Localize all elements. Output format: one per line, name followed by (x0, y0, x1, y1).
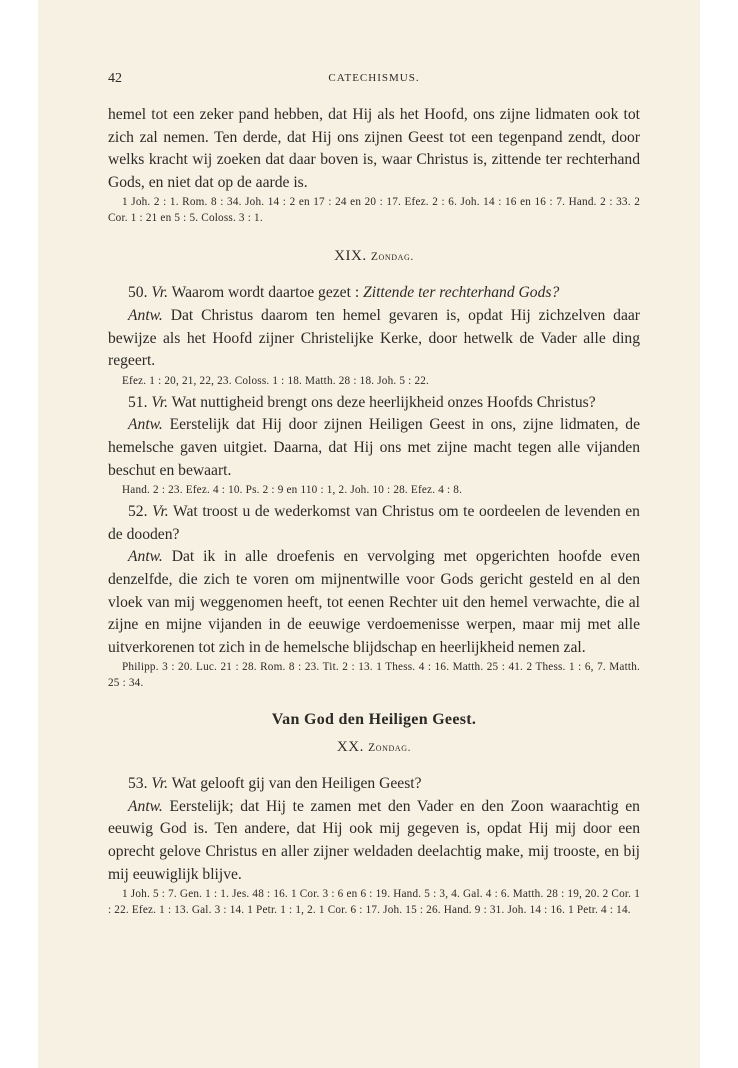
question-number: 53. (128, 775, 148, 793)
sunday-heading-19 (108, 248, 640, 265)
antw-label: Antw. (128, 306, 163, 324)
scripture-references: Philipp. 3 : 20. Luc. 21 : 28. Rom. 8 : 23. Tit. 2 : 13. 1 Thess. 4 : 16. Matth. 25 : 41. 2 Thess. 1 : 6, 7. Matth. 25 : 34. (108, 661, 640, 690)
sunday-numeral: XIX. (334, 248, 367, 265)
answer-text: Dat Christus daarom ten hemel gevaren is, opdat Hij zichzelven daar bewijze als het Hoofd zijner Christelijke Kerke, door hetwelk de Vader alle ding regeert. (108, 306, 640, 370)
sunday-numeral: XX. (336, 739, 364, 756)
scripture-references: 1 Joh. 2 : 1. Rom. 8 : 34. Joh. 14 : 2 en 17 : 24 en 20 : 17. Efez. 2 : 6. Joh. 14 : 16 en 16 : 7. Hand. 2 : 33. 2 Cor. 1 : 21 en 5 : 5. Coloss. 3 : 1. (108, 196, 640, 225)
scripture-references: Hand. 2 : 23. Efez. 4 : 10. Ps. 2 : 9 en 110 : 1, 2. Joh. 10 : 28. Efez. 4 : 8. (122, 484, 463, 497)
answer-50 (108, 305, 640, 373)
question-italic-text: Zittende ter rechterhand Gods? (363, 284, 560, 302)
scripture-references: Efez. 1 : 20, 21, 22, 23. Coloss. 1 : 18. Matth. 28 : 18. Joh. 5 : 22. (122, 374, 430, 387)
vr-label: Vr. (151, 284, 169, 302)
sunday-heading-20 (108, 739, 640, 756)
question-text: Wat gelooft gij van den Heiligen Geest? (171, 775, 422, 793)
section-heading-holy-spirit: Van God den Heiligen Geest. (271, 711, 477, 729)
question-text: Wat troost u de wederkomst van Christus om te oordeelen de levenden en de dooden? (108, 503, 640, 543)
question-text: Wat nuttigheid brengt ons deze heerlijkheid onzes Hoofds Christus? (171, 393, 596, 411)
sunday-label: Zondag. (370, 251, 414, 264)
question-text: Waarom wordt daartoe gezet : (171, 284, 360, 302)
answer-51 (108, 414, 640, 482)
question-53 (108, 773, 640, 796)
question-number: 51. (128, 393, 148, 411)
antw-label: Antw. (128, 416, 163, 434)
running-title: CATECHISMUS. (328, 72, 420, 84)
answer-text: Eerstelijk; dat Hij te zamen met den Vader en den Zoon waarachtig en eeuwig God is. Ten andere, dat Hij ook mij gegeven is, opdat Hij mij door een oprecht gelove Christus en aller zijner weldaden deelachtig make, mij trooste, en bij mij eeuwiglijk blijve. (108, 797, 640, 883)
vr-label: Vr. (152, 503, 169, 521)
page-number: 42 (108, 71, 122, 86)
vr-label: Vr. (151, 393, 169, 411)
answer-52 (108, 546, 640, 659)
scripture-references: 1 Joh. 5 : 7. Gen. 1 : 1. Jes. 48 : 16. 1 Cor. 3 : 6 en 6 : 19. Hand. 5 : 3, 4. Gal. 4 : 6. Matth. 28 : 19, 20. 2 Cor. 1 : 22. Efez. 1 : 13. Gal. 3 : 14. 1 Petr. 1 : 1, 2. 1 Cor. 6 : 17. Joh. 15 : 26. Hand. 9 : 31. Joh. 14 : 16. 1 Petr. 4 : 14. (108, 888, 640, 917)
antw-label: Antw. (128, 548, 163, 566)
question-number: 52. (128, 503, 148, 521)
page-content (108, 104, 640, 921)
answer-text: Dat ik in alle droefenis en vervolging met opgerichten hoofde even denzelfde, die zich te voren om mijnentwille voor Gods gericht gesteld en al den vloek van mij weggenomen heeft, tot eenen Rechter uit den hemel verwachte, die al zijne en mijne vijanden in de eeuwige verdoemenisse werpen, maar mij met alle uitverkorenen tot zich in de hemelsche blijdschap en heerlijkheid nemen zal. (108, 548, 640, 656)
sunday-label: Zondag. (368, 742, 412, 755)
page-header (108, 71, 640, 89)
question-50 (108, 282, 640, 305)
question-52 (108, 501, 640, 546)
continued-answer-text: hemel tot een zeker pand hebben, dat Hij als het Hoofd, ons zijne lidmaten ook tot zich zal nemen. Ten derde, dat Hij ons zijnen Geest tot een tegenpand zendt, door welks kracht wij zoeken dat daar boven is, waar Christus is, zittende ter rechterhand Gods, en niet dat op de aarde is. (108, 106, 640, 191)
antw-label: Antw. (128, 797, 163, 815)
vr-label: Vr. (151, 775, 169, 793)
answer-text: Eerstelijk dat Hij door zijnen Heiligen Geest in ons, zijne lidmaten, de hemelsche gaven uitgiet. Daarna, dat Hij ons met zijne macht tegen alle vijanden beschut en bewaart. (108, 416, 640, 479)
answer-53 (108, 796, 640, 886)
question-number: 50. (128, 284, 148, 302)
question-51 (108, 392, 640, 415)
